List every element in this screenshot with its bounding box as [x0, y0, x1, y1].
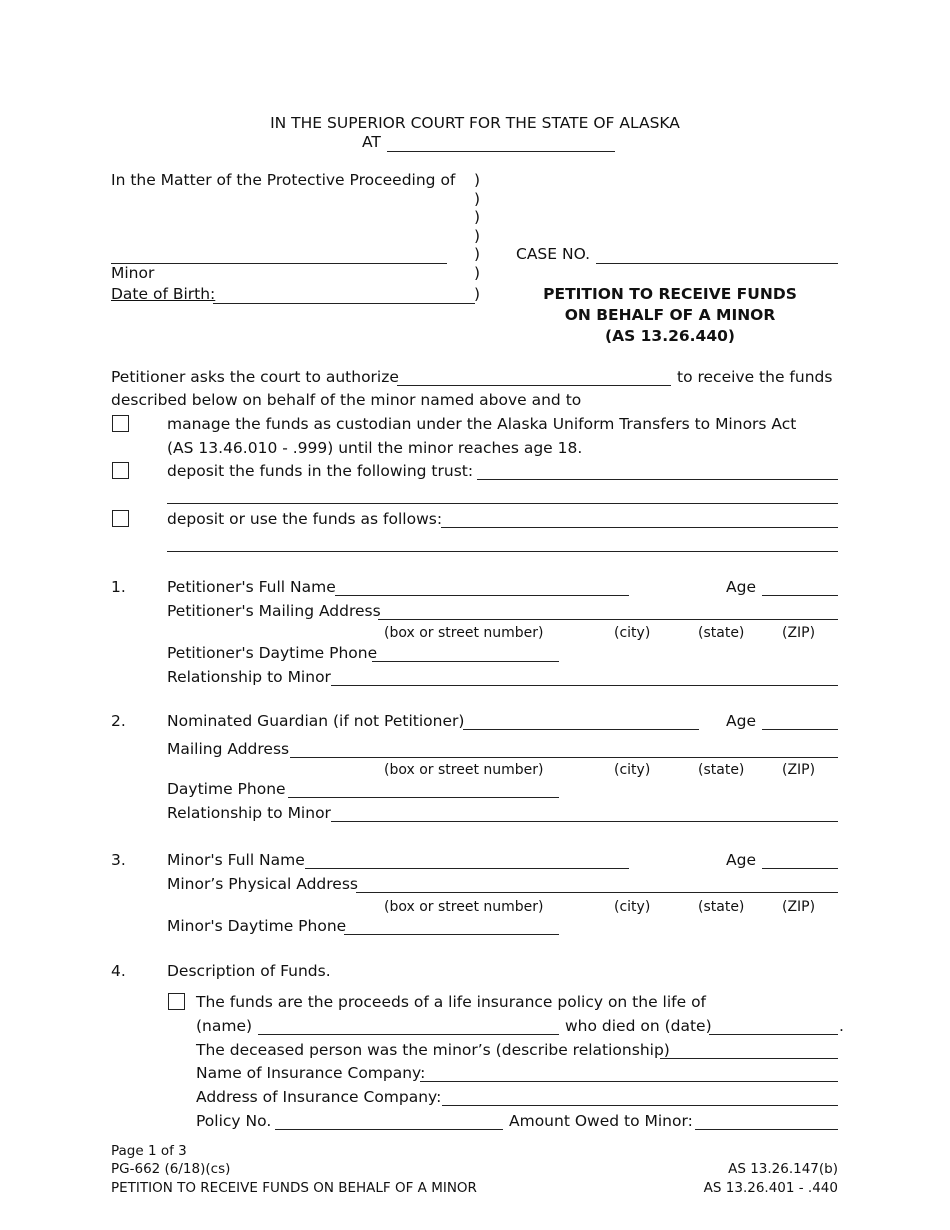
intro-text-end: to receive the funds: [677, 368, 833, 386]
guardian-age-label: Age: [726, 712, 756, 730]
caption-paren: ): [474, 171, 481, 189]
policy-no-label: Policy No.: [196, 1112, 272, 1130]
address-hint-zip: (ZIP): [782, 762, 816, 778]
deposit-use-checkbox[interactable]: [112, 510, 129, 527]
address-hint-zip: (ZIP): [782, 899, 816, 915]
address-hint-city: (city): [614, 762, 651, 778]
petitioner-phone-label: Petitioner's Daytime Phone: [167, 644, 378, 662]
caption-paren: ): [474, 190, 481, 208]
petitioner-age-field[interactable]: [762, 595, 838, 596]
guardian-mailing-label: Mailing Address: [167, 740, 290, 758]
petitioner-age-label: Age: [726, 578, 756, 596]
section-3-number: 3.: [111, 851, 126, 869]
policy-no-field[interactable]: [275, 1129, 503, 1130]
deceased-relationship-field[interactable]: [660, 1058, 838, 1059]
footer-statute-2: AS 13.26.401 - .440: [703, 1180, 838, 1196]
minor-age-field[interactable]: [762, 868, 838, 869]
option-trust: deposit the funds in the following trust:: [167, 462, 474, 480]
petitioner-phone-field[interactable]: [372, 661, 559, 662]
deposit-use-field-line-2[interactable]: [167, 551, 838, 552]
section-4-number: 4.: [111, 962, 126, 980]
custodian-checkbox[interactable]: [112, 415, 129, 432]
footer-form-id: PG-662 (6/18)(cs): [111, 1161, 231, 1177]
insurance-company-name-label: Name of Insurance Company:: [196, 1064, 426, 1082]
guardian-name-field[interactable]: [463, 729, 699, 730]
guardian-phone-label: Daytime Phone: [167, 780, 286, 798]
trust-field[interactable]: [477, 479, 838, 480]
caption-paren: ): [474, 227, 481, 245]
minor-phone-label: Minor's Daytime Phone: [167, 917, 347, 935]
minor-label: Minor: [111, 264, 155, 282]
minor-age-label: Age: [726, 851, 756, 869]
caption-paren: ): [474, 264, 481, 282]
footer-page: Page 1 of 3: [111, 1143, 187, 1159]
intro-line-2: described below on behalf of the minor named above and to: [111, 391, 582, 409]
address-hint-city: (city): [614, 899, 651, 915]
dob-field[interactable]: [213, 303, 475, 304]
footer-form-title: PETITION TO RECEIVE FUNDS ON BEHALF OF A MINOR: [111, 1180, 477, 1196]
caption-paren: ): [474, 208, 481, 226]
guardian-label: Nominated Guardian (if not Petitioner): [167, 712, 465, 730]
petitioner-relationship-label: Relationship to Minor: [167, 668, 331, 686]
address-hint-street: (box or street number): [384, 762, 544, 778]
section-4-title: Description of Funds.: [167, 962, 331, 980]
petitioner-name-field[interactable]: [335, 595, 629, 596]
insurance-checkbox[interactable]: [168, 993, 185, 1010]
dob-label: Date of Birth:: [111, 285, 216, 303]
petitioner-name-label: Petitioner's Full Name: [167, 578, 336, 596]
guardian-mailing-field[interactable]: [290, 757, 838, 758]
insured-name-label: (name): [196, 1017, 253, 1035]
insurance-line-1: The funds are the proceeds of a life insurance policy on the life of: [196, 993, 707, 1011]
address-hint-state: (state): [698, 899, 745, 915]
section-2-number: 2.: [111, 712, 126, 730]
section-1-number: 1.: [111, 578, 126, 596]
minor-name-field[interactable]: [111, 263, 447, 264]
trust-field-line-2[interactable]: [167, 503, 838, 504]
deceased-relationship-label: The deceased person was the minor’s (describe relationship): [196, 1041, 670, 1059]
insurance-company-name-field[interactable]: [420, 1081, 838, 1082]
authorized-person-field[interactable]: [397, 385, 671, 386]
amount-owed-field[interactable]: [695, 1129, 838, 1130]
insurance-company-address-field[interactable]: [442, 1105, 838, 1106]
caption-paren: ): [474, 285, 481, 303]
option-custodian-line-2: (AS 13.46.010 - .999) until the minor reaches age 18.: [167, 439, 583, 457]
address-hint-state: (state): [698, 625, 745, 641]
guardian-phone-field[interactable]: [288, 797, 559, 798]
trust-checkbox[interactable]: [112, 462, 129, 479]
death-date-field[interactable]: [709, 1034, 838, 1035]
minor-phone-field[interactable]: [344, 934, 559, 935]
guardian-age-field[interactable]: [762, 729, 838, 730]
death-date-period: .: [839, 1017, 844, 1035]
address-hint-street: (box or street number): [384, 899, 544, 915]
case-no-field[interactable]: [596, 263, 838, 264]
guardian-relationship-field[interactable]: [331, 821, 838, 822]
address-hint-city: (city): [614, 625, 651, 641]
at-label: AT: [362, 133, 381, 151]
address-hint-street: (box or street number): [384, 625, 544, 641]
case-no-label: CASE NO.: [516, 245, 591, 263]
at-location-field[interactable]: [387, 151, 615, 152]
petitioner-relationship-field[interactable]: [331, 685, 838, 686]
insured-name-field[interactable]: [258, 1034, 559, 1035]
title-line-2: ON BEHALF OF A MINOR: [564, 306, 776, 324]
option-custodian-line-1: manage the funds as custodian under the Alaska Uniform Transfers to Minors Act: [167, 415, 797, 433]
footer-statute-1: AS 13.26.147(b): [728, 1161, 838, 1177]
court-heading: IN THE SUPERIOR COURT FOR THE STATE OF ALASKA: [270, 114, 680, 132]
deposit-use-field[interactable]: [441, 527, 838, 528]
guardian-relationship-label: Relationship to Minor: [167, 804, 331, 822]
title-line-3: (AS 13.26.440): [605, 327, 735, 345]
insurance-company-address-label: Address of Insurance Company:: [196, 1088, 442, 1106]
address-hint-zip: (ZIP): [782, 625, 816, 641]
minor-address-field[interactable]: [356, 892, 838, 893]
minor-name-label: Minor's Full Name: [167, 851, 305, 869]
petitioner-mailing-field[interactable]: [378, 619, 838, 620]
petitioner-mailing-label: Petitioner's Mailing Address: [167, 602, 381, 620]
address-hint-state: (state): [698, 762, 745, 778]
matter-label: In the Matter of the Protective Proceeding of: [111, 171, 456, 189]
caption-paren: ): [474, 245, 481, 263]
amount-owed-label: Amount Owed to Minor:: [509, 1112, 693, 1130]
intro-text-start: Petitioner asks the court to authorize: [111, 368, 399, 386]
died-on-label: who died on (date): [565, 1017, 712, 1035]
title-line-1: PETITION TO RECEIVE FUNDS: [543, 285, 797, 303]
option-deposit-use: deposit or use the funds as follows:: [167, 510, 443, 528]
minor-address-label: Minor’s Physical Address: [167, 875, 358, 893]
minor-full-name-field[interactable]: [305, 868, 629, 869]
